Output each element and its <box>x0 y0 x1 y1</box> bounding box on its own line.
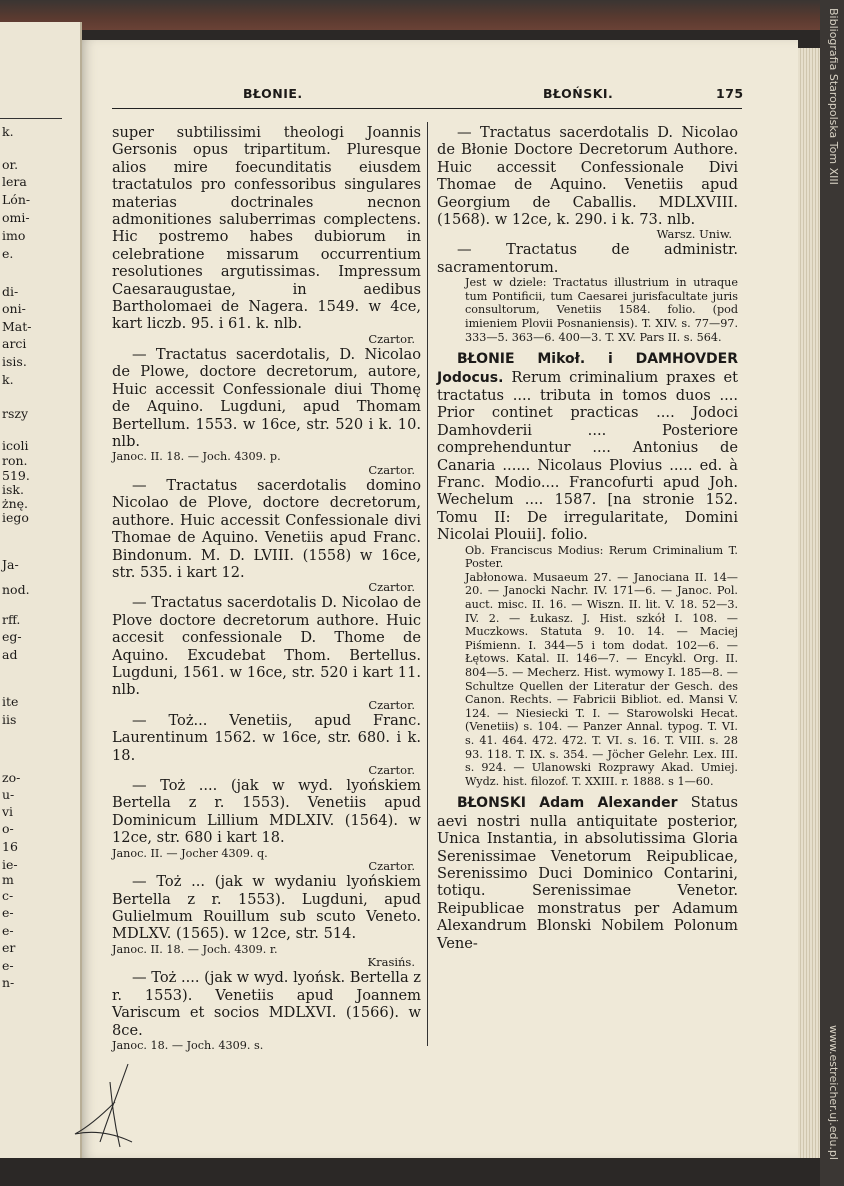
entry-text: — Tractatus sacerdotalis D. Nicolao de Błonie Doctore Decretorum Authore. Huic accessit Confessionale Divi Thomae de Aquino. Venetiis apud Georgium de Caballis. MDLXVIII. (1568). w 12ce, k. 290. i k. 73. nlb. <box>437 124 738 229</box>
running-head-left: BŁONIE. <box>243 86 303 101</box>
entry-text: Rerum criminalium praxes et tractatus .... tributa in tomos duos .... Prior continet practicas .... Jodoci Damhovderii .... Posteriore comprehenduntur .... Antonius de Canaria ...... Nicolaus Plovius ..... ed. à Franc. Modio.... Francofurti apud Joh. Wechelum .... 1587. [na stronie 152. Tomu II: De irregularitate, Domini Nicolai Plouii]. folio. <box>437 368 738 544</box>
page-edges <box>798 48 820 1158</box>
left-page-fragment: imo <box>2 228 26 243</box>
left-page-fragment: oni- <box>2 301 26 316</box>
entry <box>437 794 738 952</box>
left-page-fragment: iis <box>2 712 17 727</box>
entry-text: — Tractatus sacerdotalis, D. Nicolao de Plowe, doctore decretorum, autore, Huic accessit Confessionale diui Thomę de Aquino. Lugduni, apud Thomam Bertellum. 1553. w 16ce, str. 520 i k. 10. nlb. <box>112 345 421 450</box>
entry-text: — Toż .... (jak w wyd. lyońskiem Bertella z r. 1553). Venetiis apud Dominicum Lillium MDLXIV. (1564). w 12ce, str. 680 i kart 18. <box>112 777 421 847</box>
reference-note: Jest w dziele: Tractatus illustrium in utraque tum Pontificii, tum Caesarei jurisfacultate juris consultorum, Venetiis 1584. folio. (pod imieniem Plovii Posnaniensis). T. XIV. s. 77—97. 333—5. 363—6. 400—3. T. XV. Pars II. s. 564. <box>465 276 738 344</box>
entry-heading: BŁONIE Mikoł. i DAMHOVDER Jodocus. <box>437 351 738 386</box>
column-divider <box>427 122 428 1046</box>
left-page-fragment: ron. <box>2 453 28 468</box>
left-page-fragment: e. <box>2 246 14 261</box>
running-head-center: BŁOŃSKI. <box>543 86 614 101</box>
left-page-fragment: lera <box>2 174 27 189</box>
entry-text: super subtilissimi theologi Joannis Gersonis opus tripartitum. Pluresque alios mire foecunditatis eiusdem tractatulos pro confessoribus singulares materias doctrinales necnon admonitiones saluberrimas complectens. Hic postremo habes dubiorum in celebratione missarum occurrentium resolutiones argutissimas. Impressum Caesaraugustae, in aedibus Bartholomaei de Nagera. 1549. w 4ce, kart liczb. 95. i 61. k. nlb. <box>112 124 421 333</box>
left-page-fragment: icoli <box>2 438 29 453</box>
left-page-fragment: 16 <box>2 839 18 854</box>
left-page-fragment: żnę. <box>2 496 29 511</box>
page-number: 175 <box>716 86 744 101</box>
left-page-fragment: k. <box>2 372 14 387</box>
library-location: Krasińs. <box>367 955 415 970</box>
library-location: Czartor. <box>368 580 415 595</box>
left-page-fragment: arci <box>2 336 27 351</box>
entry-text: — Tractatus de administr. sacramentorum. <box>437 241 738 276</box>
header-rule <box>112 108 742 109</box>
reference-note: Janoc. II. 18. — Joch. 4309. r. <box>112 942 278 956</box>
left-page-fragment: rszy <box>2 406 29 421</box>
side-label-top: Bibliografia Staropolska Tom XIII <box>827 8 840 185</box>
left-page-fragment: eg- <box>2 629 22 644</box>
entry-heading: BŁONSKI Adam Alexander <box>457 795 678 812</box>
side-strip <box>820 0 844 1186</box>
left-page-fragment: ie- <box>2 857 18 872</box>
left-page-fragment: nod. <box>2 582 30 597</box>
signature-mark <box>70 1062 150 1152</box>
reference-note: Ob. Franciscus Modius: Rerum Criminalium T. Poster. <box>465 543 738 571</box>
entry-text: — Toż... Venetiis, apud Franc. Laurentinum 1562. w 16ce, str. 680. i k. 18. <box>112 711 421 764</box>
left-page-fragment: k. <box>2 124 14 139</box>
entry-text: — Toż .... (jak w wyd. lyońsk. Bertella z r. 1553). Venetiis apud Joannem Variscum et socios MDLXVI. (1566). w 8ce. <box>112 969 421 1039</box>
left-page-fragment: omi- <box>2 210 30 225</box>
left-page-fragment: Lón- <box>2 192 31 207</box>
left-page-fragment: or. <box>2 157 19 172</box>
left-page-fragment: vi <box>2 804 14 819</box>
library-location: Warsz. Uniw. <box>656 227 732 242</box>
left-page-fragment: m <box>2 872 14 887</box>
left-page-fragment: zo- <box>2 770 21 785</box>
entry-text: — Toż ... (jak w wydaniu lyońskiem Bertella z r. 1553). Lugduni, apud Gulielmum Rouillum sub scuto Veneto. MDLXV. (1565). w 12ce, str. 514. <box>112 873 421 943</box>
reference-note: Jabłonowa. Musaeum 27. — Janociana II. 14—20. — Janocki Nachr. IV. 171—6. — Janoc. Pol. auct. misc. II. 16. — Wiszn. II. lit. V. 18. 52—3. IV. 2. — Łukasz. J. Hist. szkół I. 108. — Muczkows. Statuta 9. 10. 14. — Maciej Piśmienn. I. 344—5 i tom dodat. 102—6. — Łętows. Katal. II. 146—7. — Encykl. Org. II. 804—5. — Mecherz. Hist. wymowy I. 185—8. — Schultze Quellen der Literatur der Gesch. des Canon. Rechts. — Fabricii Bibliot. ed. Mansi V. 124. — Niesiecki T. I. — Starowolski Hecat. (Venetiis) s. 104. — Panzer Annal. typog. T. VI. s. 41. 464. 472. 472. T. VI. s. 16. T. VIII. s. 28 93. 118. T. IX. s. 354. — Jöcher Gelehr. Lex. III. s. 924. — Ulanowski Rozprawy Akad. Umiej. Wydz. hist. filozof. T. XXIII. r. 1888. s 1—60. <box>465 570 738 788</box>
side-label-bottom: www.estreicher.uj.edu.pl <box>827 1025 840 1160</box>
right-column <box>437 124 738 952</box>
entry-text: — Tractatus sacerdotalis D. Nicolao de Plove doctore decretorum authore. Huic accesit confessionale D. Thome de Aquino. Excudebat Thom. Bertellus. Lugduni, 1561. w 16ce, str. 520 i kart 11. nlb. <box>112 594 421 699</box>
left-page-fragment: c- <box>2 888 14 903</box>
left-page-rule <box>0 118 62 119</box>
left-page-fragment: Ja- <box>2 557 19 572</box>
reference-note: Janoc. 18. — Joch. 4309. s. <box>112 1039 264 1053</box>
left-page-fragment: isis. <box>2 354 27 369</box>
left-page-fragment: e- <box>2 923 14 938</box>
left-page-fragment: iego <box>2 510 29 525</box>
left-page-fragment: o- <box>2 821 14 836</box>
left-page-fragment: isk. <box>2 482 24 497</box>
left-page-fragment: di- <box>2 284 19 299</box>
left-page-fragment: er <box>2 940 16 955</box>
library-location: Czartor. <box>368 697 415 712</box>
entry-text: Status aevi nostri nulla antiquitate posterior, Unica Instantia, in absolutissima Gloria Serenissimae Venetorum Reipublicae, Serenissimo Duci Dominico Contarini, totiqu. Serenissimae Venetor. Reipublicae monstratus per Adamum Alexandrum Blonski Nobilem Polonum Vene- <box>437 794 739 952</box>
library-location: Czartor. <box>368 462 415 477</box>
left-column <box>112 124 421 1053</box>
left-page-fragment: rff. <box>2 612 21 627</box>
library-location: Czartor. <box>368 763 415 777</box>
left-page-fragment: e- <box>2 905 14 920</box>
entry-text: — Tractatus sacerdotalis domino Nicolao de Plove, doctore decretorum, authore. Huic accessit Confessionale divi Thomae de Aquino. Venetiis apud Franc. Bindonum. M. D. LVIII. (1558) w 16ce, str. 535. i kart 12. <box>112 476 421 581</box>
book-top-edge <box>0 0 844 30</box>
left-page-fragment: e- <box>2 958 14 973</box>
left-page-fragment: ad <box>2 647 18 662</box>
left-page-fragment: ite <box>2 694 19 709</box>
left-page-fragment: n- <box>2 975 15 990</box>
reference-note: Janoc. II. — Jocher 4309. q. <box>112 846 268 860</box>
left-page-fragment: Mat- <box>2 319 32 334</box>
library-location: Czartor. <box>368 331 415 346</box>
left-page-fragment: u- <box>2 787 15 802</box>
library-location: Czartor. <box>368 859 415 874</box>
left-page-fragment: 519. <box>2 468 30 483</box>
left-page-margin <box>0 22 82 1158</box>
reference-note: Janoc. II. 18. — Joch. 4309. p. <box>112 450 281 464</box>
entry <box>437 350 738 543</box>
